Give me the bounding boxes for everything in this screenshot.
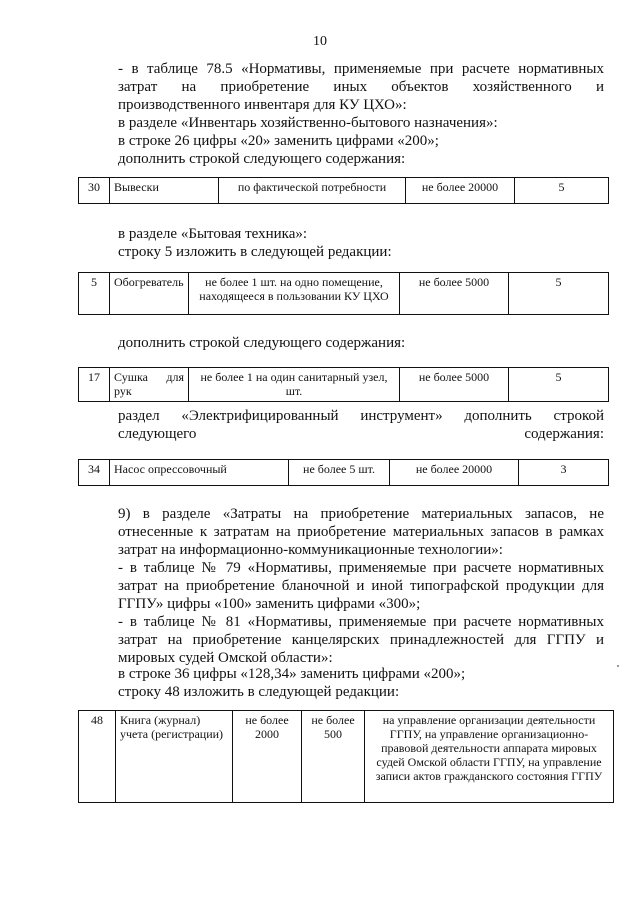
cell-qty: по фактической потребности [219,178,406,204]
cell-num: 34 [79,460,110,486]
paragraph-section-appliances: в разделе «Бытовая техника»: [118,226,308,242]
cell-qty: не более 2000 [233,711,302,803]
cell-name: Насос опрессовочный [110,460,289,486]
paragraph-section-household: в разделе «Инвентарь хозяйственно-бытового назначения»: [118,115,498,131]
cell-qty: не более 1 на один санитарный узел, шт. [189,368,400,402]
paragraph-table-81: - в таблице № 81 «Нормативы, применяемые при расчете нормативных затрат на приобретение канцелярских принадлежностей для ГГПУ и мировых судей Омской области»: [118,614,604,666]
cell-price: не более 20000 [406,178,515,204]
cell-years: 3 [519,460,609,486]
cell-price: не более 500 [302,711,365,803]
cell-name-word-2: для [166,370,184,384]
cell-years: 5 [509,273,609,315]
scan-speck [617,665,619,667]
cell-num: 30 [79,178,110,204]
cell-price: не более 5000 [400,368,509,402]
paragraph-item-9: 9) в разделе «Затраты на приобретение материальных запасов, не отнесенные к затратам на приобретение материальных запасов в рамках затрат на информационно-коммуникационные технологии»: [118,506,604,558]
cell-purpose: на управление организации деятельности ГГПУ, на управление организационно-правовой деятельности аппарата мировых судей Омской области ГГПУ, на управление записи актов гражданского состояния ГГПУ [365,711,614,803]
cell-num: 48 [79,711,116,803]
paragraph-row-36: в строке 36 цифры «128,34» заменить цифрами «200»; [118,666,466,682]
cell-qty: не более 1 шт. на одно помещение, находящееся в пользовании КУ ЦХО [189,273,400,315]
cell-name: Книга (журнал) учета (регистрации) [116,711,233,803]
table-row-17 [78,367,609,402]
cell-price: не более 5000 [400,273,509,315]
cell-price: не более 20000 [390,460,519,486]
paragraph-row-5: строку 5 изложить в следующей редакции: [118,244,392,260]
table-row-5 [78,272,609,315]
paragraph-row-26: в строке 26 цифры «20» заменить цифрами «200»; [118,133,439,149]
paragraph-table-79: - в таблице № 79 «Нормативы, применяемые при расчете нормативных затрат на приобретение бланочной и иной типографской продукции для ГГПУ» цифры «100» заменить цифрами «300»; [118,560,604,612]
table-row-34 [78,459,609,486]
paragraph-row-48: строку 48 изложить в следующей редакции: [118,684,400,700]
paragraph-add-row: дополнить строкой следующего содержания: [118,151,406,167]
cell-name: Вывески [110,178,219,204]
table-row-30 [78,177,609,204]
cell-name-word-3: рук [114,384,132,398]
cell-name-word-1: Сушка [114,370,148,384]
table-row-48 [78,710,614,803]
cell-qty: не более 5 шт. [289,460,390,486]
paragraph-table-78-5: - в таблице 78.5 «Нормативы, применяемые при расчете нормативных затрат на приобретение иных объектов хозяйственного и производственного инвентаря для КУ ЦХО»: [118,61,604,113]
cell-num: 17 [79,368,110,402]
cell-years: 5 [515,178,609,204]
cell-name [110,368,189,402]
paragraph-add-row-2: дополнить строкой следующего содержания: [118,335,406,351]
cell-num: 5 [79,273,110,315]
cell-name: Обогреватель [110,273,189,315]
page-number: 10 [313,34,327,49]
cell-years: 5 [509,368,609,402]
paragraph-electric-tools: раздел «Электрифицированный инструмент» дополнить строкой следующего содержания: [118,408,604,442]
